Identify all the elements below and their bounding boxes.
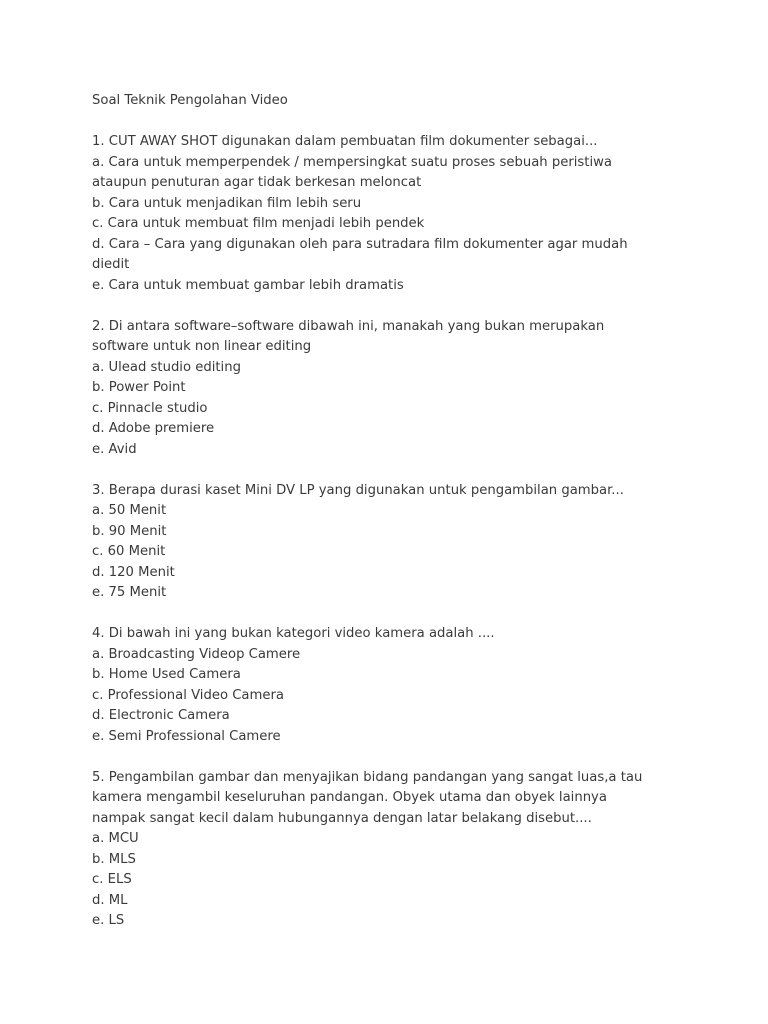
question-5 (92, 768, 732, 932)
question-line: diedit (92, 257, 130, 272)
question-line: e. Cara untuk membuat gambar lebih dramatis (92, 277, 404, 293)
question-1 (92, 132, 732, 296)
question-line: ataupun penuturan agar tidak berkesan meloncat (92, 175, 422, 190)
question-line: d. 120 Menit (92, 564, 175, 580)
question-line: e. Semi Professional Camere (92, 728, 281, 744)
question-line: c. ELS (92, 872, 132, 887)
question-line: e. 75 Menit (92, 585, 167, 600)
question-line: a. Broadcasting Videop Camere (92, 646, 301, 662)
question-2 (92, 317, 732, 461)
question-line: b. Home Used Camera (92, 667, 241, 682)
question-line: d. Adobe premiere (92, 421, 215, 436)
question-line: b. Power Point (92, 380, 186, 395)
question-line: a. 50 Menit (92, 503, 167, 518)
question-line: c. Professional Video Camera (92, 687, 284, 703)
document-title: Soal Teknik Pengolahan Video (92, 93, 288, 108)
question-line: e. Avid (92, 441, 137, 457)
question-line: a. Cara untuk memperpendek / mempersingkat suatu proses sebuah peristiwa (92, 154, 612, 170)
question-line: a. Ulead studio editing (92, 359, 241, 375)
question-text: 1. CUT AWAY SHOT digunakan dalam pembuatan film dokumenter sebagai... (92, 134, 598, 149)
document-page (92, 91, 732, 932)
question-4 (92, 624, 732, 747)
question-line: d. Electronic Camera (92, 708, 230, 723)
question-line: d. Cara – Cara yang digunakan oleh para sutradara film dokumenter agar mudah (92, 236, 628, 252)
question-line: kamera mengambil keseluruhan pandangan. Obyek utama dan obyek lainnya (92, 790, 607, 805)
question-text: 4. Di bawah ini yang bukan kategori video kamera adalah .... (92, 626, 495, 641)
question-line: d. ML (92, 892, 128, 908)
question-line: software untuk non linear editing (92, 339, 312, 354)
question-list (92, 132, 732, 932)
question-line: b. 90 Menit (92, 523, 167, 539)
question-text: 3. Berapa durasi kaset Mini DV LP yang digunakan untuk pengambilan gambar... (92, 482, 624, 498)
question-line: nampak sangat kecil dalam hubungannya dengan latar belakang disebut.... (92, 810, 592, 826)
question-3 (92, 481, 732, 604)
question-text: 2. Di antara software–software dibawah ini, manakah yang bukan merupakan (92, 318, 605, 334)
question-line: a. MCU (92, 831, 139, 846)
question-line: e. LS (92, 913, 125, 928)
question-line: b. MLS (92, 851, 136, 867)
question-line: c. Cara untuk membuat film menjadi lebih pendek (92, 216, 425, 231)
question-line: c. 60 Menit (92, 544, 166, 559)
question-line: c. Pinnacle studio (92, 400, 208, 416)
question-line: b. Cara untuk menjadikan film lebih seru (92, 195, 362, 211)
question-text: 5. Pengambilan gambar dan menyajikan bidang pandangan yang sangat luas,a tau (92, 769, 643, 785)
